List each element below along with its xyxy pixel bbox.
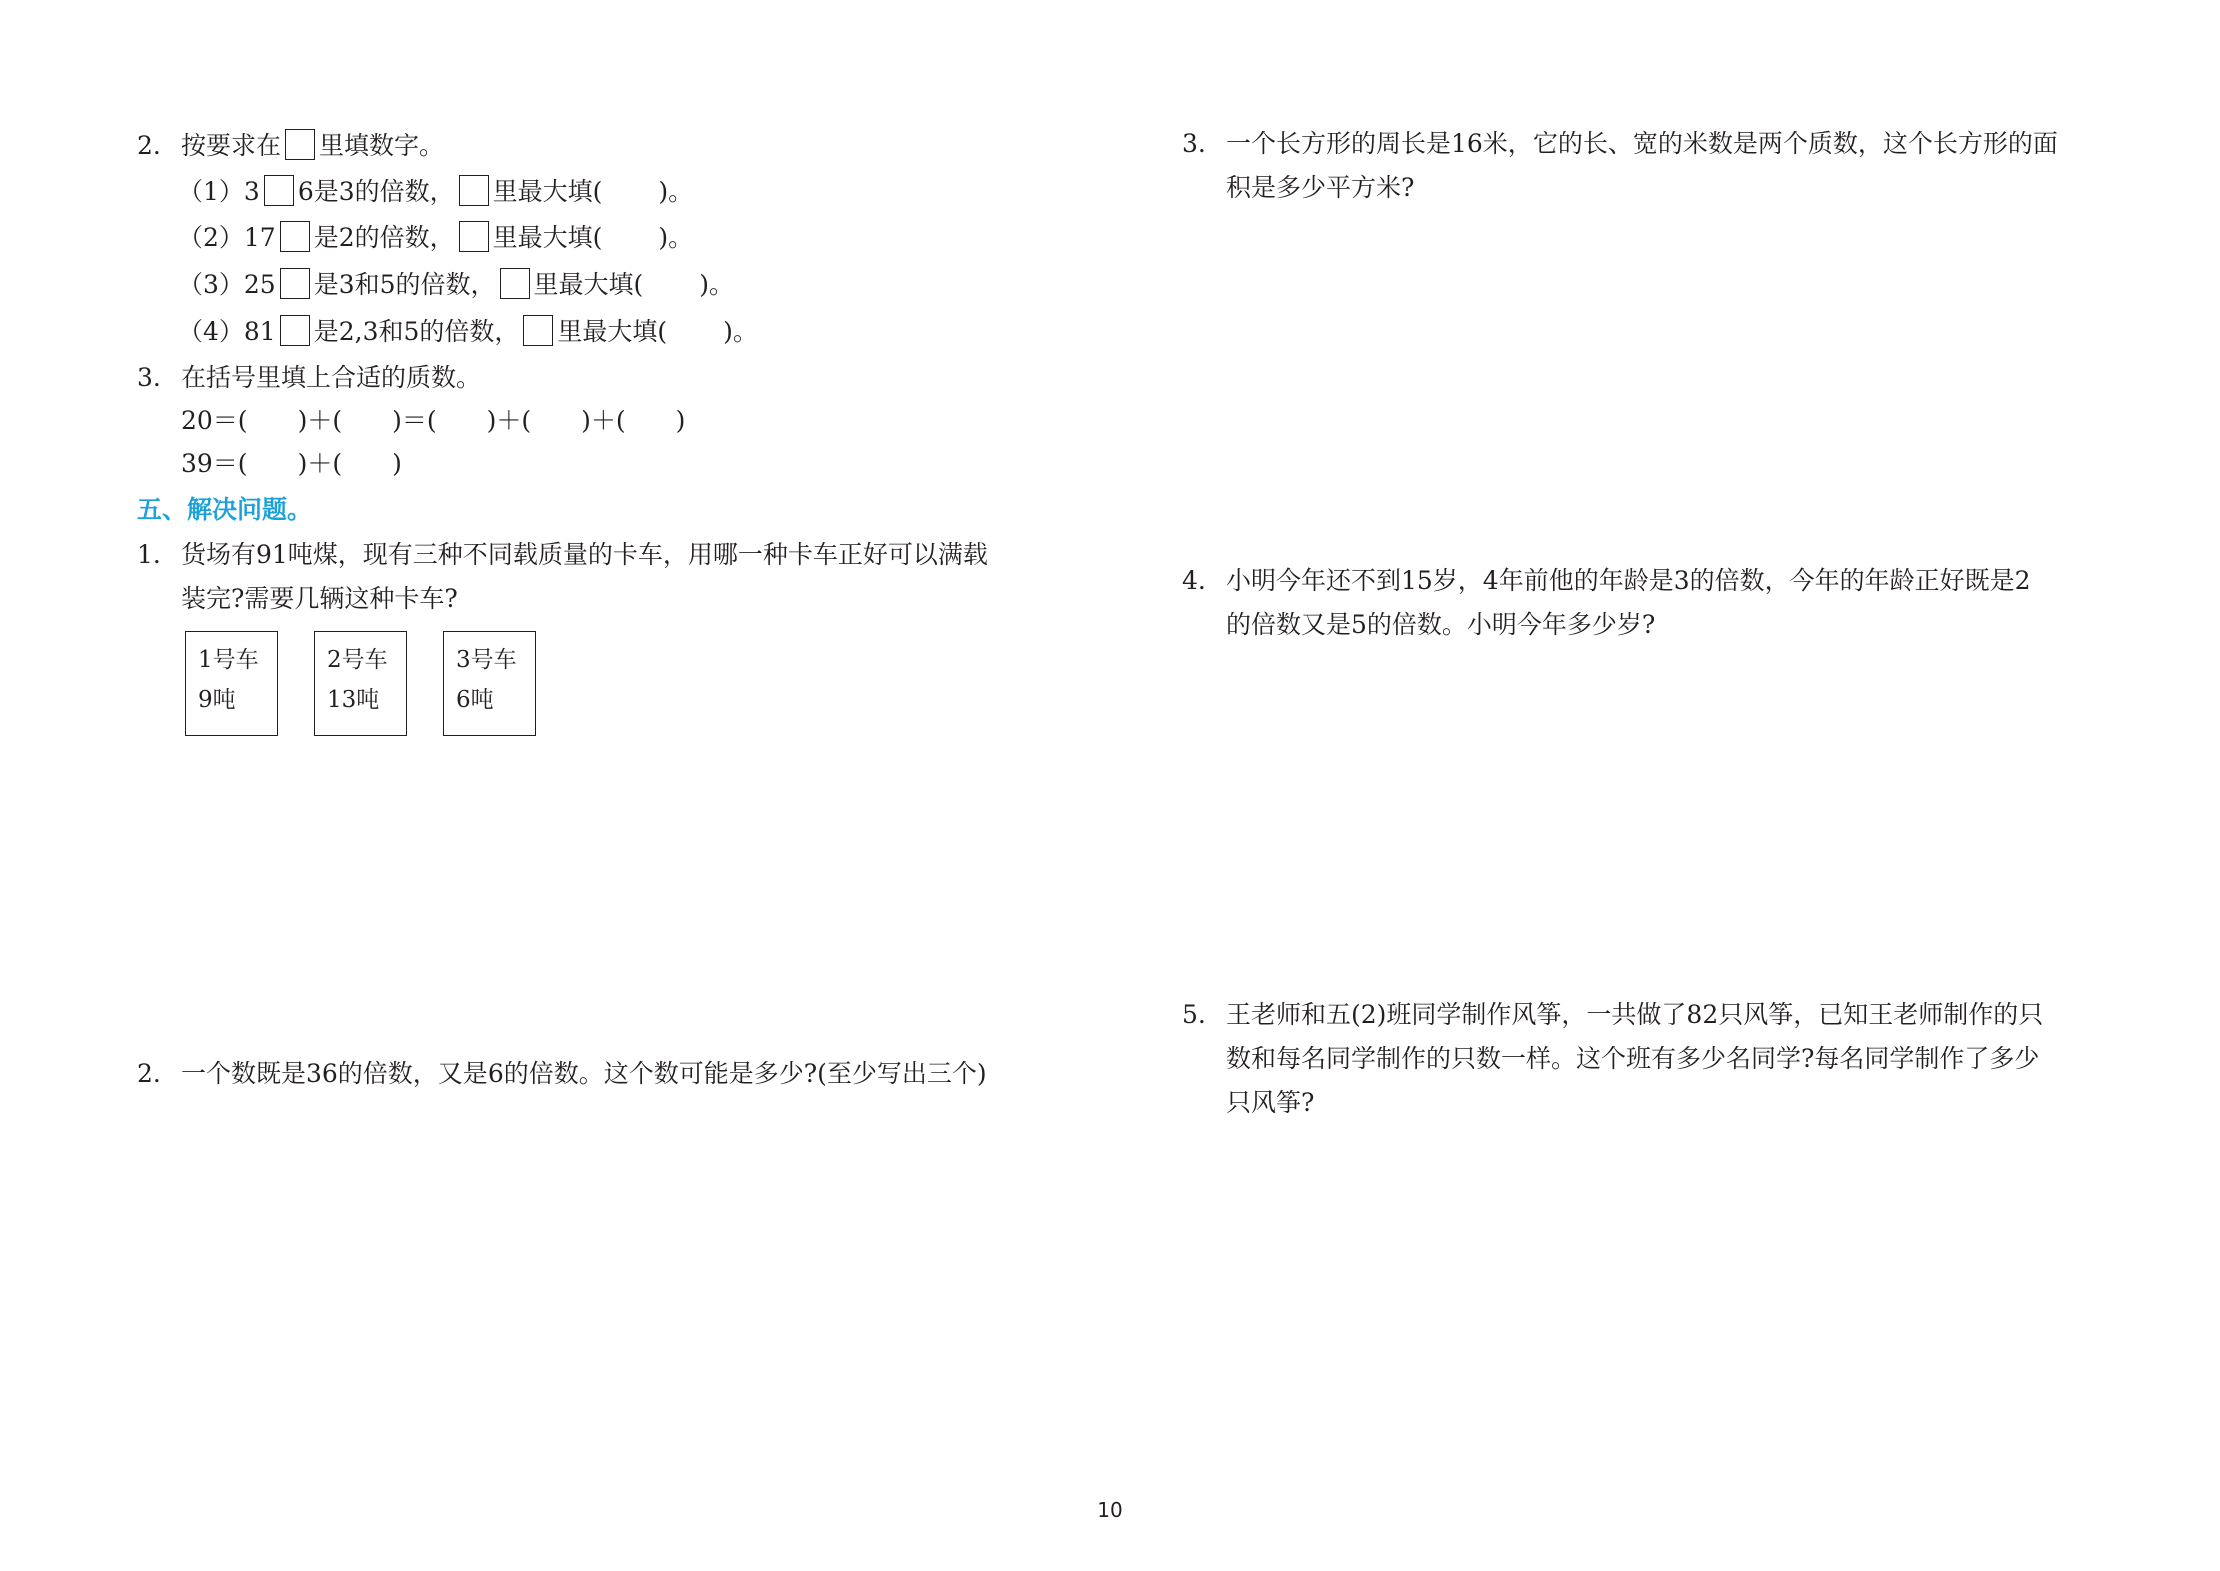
problem-4-number: 4. [1182,566,1206,595]
problem-1-number: 1. [137,540,161,569]
answer-box [285,129,315,160]
q3-heading [137,358,481,398]
truck-name: 3号车 [456,647,517,673]
answer-box [459,175,489,206]
q2-item-close: )。 [699,270,735,299]
truck-name: 2号车 [327,647,388,673]
q2-prefix: 按要求在 [181,131,282,160]
problem-2-text: 一个数既是36的倍数，又是6的倍数。这个数可能是多少?(至少写出三个) [181,1059,987,1088]
q3-number: 3. [137,363,161,392]
problem-2-number: 2. [137,1059,161,1088]
answer-box [280,268,310,299]
q2-item-3 [178,265,734,305]
answer-box [280,315,310,346]
problem-4-line-2: 的倍数又是5的倍数。小明今年多少岁? [1226,610,1656,639]
q2-item-end: 里最大填( [533,270,644,299]
truck-card [185,631,278,736]
problem-3-line-2: 积是多少平方米? [1226,173,1415,202]
truck-name: 1号车 [198,647,259,673]
answer-box [280,221,310,252]
q3-text: 在括号里填上合适的质数。 [181,363,482,392]
problem-1-text: 货场有91吨煤，现有三种不同载质量的卡车，用哪一种卡车正好可以满载 [181,540,988,569]
answer-box [264,175,294,206]
q3-equation-2: 39＝( )＋( ) [181,449,402,478]
problem-5-line-3: 只风筝? [1226,1088,1315,1117]
answer-box [523,315,553,346]
q2-item-2 [178,218,693,258]
problem-3-number: 3. [1182,129,1206,158]
problem-5-text: 王老师和五(2)班同学制作风筝，一共做了82只风筝，已知王老师制作的只 [1226,1000,2044,1029]
problem-4-text: 小明今年还不到15岁，4年前他的年龄是3的倍数，今年的年龄正好既是2 [1226,566,2031,595]
problem-1-line-2: 装完?需要几辆这种卡车? [181,584,458,613]
problem-1-line-1 [137,535,988,575]
problem-5-line-2: 数和每名同学制作的只数一样。这个班有多少名同学?每名同学制作了多少 [1226,1044,2040,1073]
q2-number: 2. [137,131,161,160]
truck-load: 6吨 [456,687,494,713]
q2-item-end: 里最大填( [492,223,603,252]
problem-3-text: 一个长方形的周长是16米，它的长、宽的米数是两个质数，这个长方形的面 [1226,129,2058,158]
q2-item-mid: 6是3的倍数， [297,177,455,206]
truck-card [314,631,407,736]
truck-card [443,631,536,736]
q2-item-close: )。 [723,317,758,346]
q2-item-4 [178,312,758,352]
answer-box [500,268,530,299]
q2-item-label: （4）81 [178,317,276,346]
q2-item-label: （3）25 [178,270,276,299]
truck-load: 9吨 [198,687,236,713]
q2-item-1 [178,172,693,212]
q3-equation-1: 20＝( )＋( )＝( )＋( )＋( ) [181,406,686,435]
q2-item-close: )。 [658,223,694,252]
problem-5-number: 5. [1182,1000,1206,1029]
q2-item-mid: 是2,3和5的倍数， [313,317,520,346]
problem-5-line-1 [1182,995,2043,1035]
q2-item-label: （1）3 [178,177,260,206]
truck-load: 13吨 [327,687,380,713]
answer-box [459,221,489,252]
q2-item-end: 里最大填( [492,177,603,206]
q2-item-close: )。 [658,177,694,206]
q2-item-mid: 是2的倍数， [313,223,455,252]
problem-3-line-1 [1182,124,2058,164]
q2-heading [137,126,444,166]
q2-item-label: （2）17 [178,223,276,252]
page-number: 10 [1097,1498,1123,1522]
section-heading: 五、解决问题。 [137,495,313,524]
q2-item-end: 里最大填( [557,317,668,346]
problem-4-line-1 [1182,561,2031,601]
problem-2-line-1 [137,1054,987,1094]
q2-suffix: 里填数字。 [319,131,445,160]
q2-item-mid: 是3和5的倍数， [313,270,496,299]
